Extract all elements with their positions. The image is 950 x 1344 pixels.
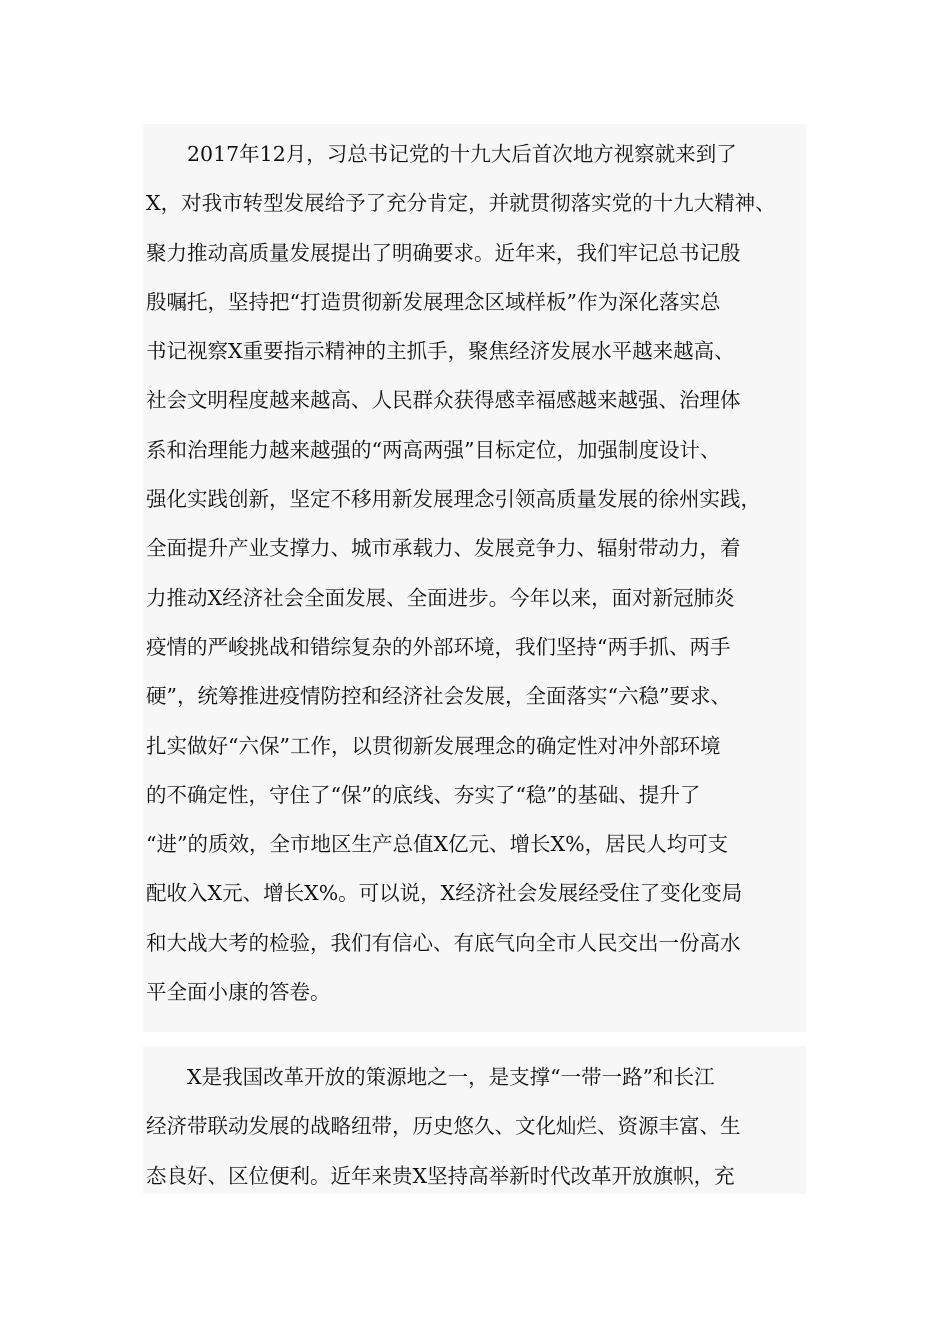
text-line: “进”的质效，全市地区生产总值X亿元、增长X%，居民人均可支	[146, 832, 729, 857]
text-line: 扎实做好“六保”工作，以贯彻新发展理念的确定性对冲外部环境	[146, 733, 721, 758]
paragraph-2	[146, 1053, 741, 1201]
text-line: 力推动X经济社会全面发展、全面进步。今年以来，面对新冠肺炎	[146, 585, 735, 610]
text-line: 疫情的严峻挑战和错综复杂的外部环境，我们坚持“两手抓、两手	[146, 634, 731, 659]
text-line: 态良好、区位便利。近年来贵X坚持高举新时代改革开放旗帜，充	[146, 1163, 735, 1188]
text-line: X，对我市转型发展给予了充分肯定，并就贯彻落实党的十九大精神、	[146, 191, 776, 216]
text-line: X是我国改革开放的策源地之一，是支撑“一带一路”和长江	[187, 1065, 715, 1089]
text-line: 配收入X元、增长X%。可以说，X经济社会发展经受住了变化变局	[146, 881, 743, 906]
text-line: 殷嘱托，坚持把“打造贯彻新发展理念区域样板”作为深化落实总	[146, 289, 721, 314]
text-line: 2017年12月，习总书记党的十九大后首次地方视察就来到了	[187, 142, 737, 166]
text-line: 书记视察X重要指示精神的主抓手，聚焦经济发展水平越来越高、	[146, 339, 735, 364]
text-line: 的不确定性，守住了“保”的底线、夯实了“稳”的基础、提升了	[146, 782, 701, 807]
text-line: 社会文明程度越来越高、人民群众获得感幸福感越来越强、治理体	[146, 388, 741, 413]
text-line: 强化实践创新，坚定不移用新发展理念引领高质量发展的徐州实践，	[146, 487, 761, 512]
paragraph-1	[146, 130, 776, 1017]
text-line: 系和治理能力越来越强的“两高两强”目标定位，加强制度设计、	[146, 437, 721, 462]
text-line: 聚力推动高质量发展提出了明确要求。近年来，我们牢记总书记殷	[146, 240, 741, 265]
text-line: 和大战大考的检验，我们有信心、有底气向全市人民交出一份高水	[146, 930, 741, 955]
text-line: 平全面小康的答卷。	[146, 980, 331, 1005]
text-line: 硬”，统筹推进疫情防控和经济社会发展，全面落实“六稳”要求、	[146, 684, 731, 709]
text-line: 经济带联动发展的战略纽带，历史悠久、文化灿烂、资源丰富、生	[146, 1114, 741, 1139]
text-line: 全面提升产业支撑力、城市承载力、发展竞争力、辐射带动力，着	[146, 536, 741, 561]
